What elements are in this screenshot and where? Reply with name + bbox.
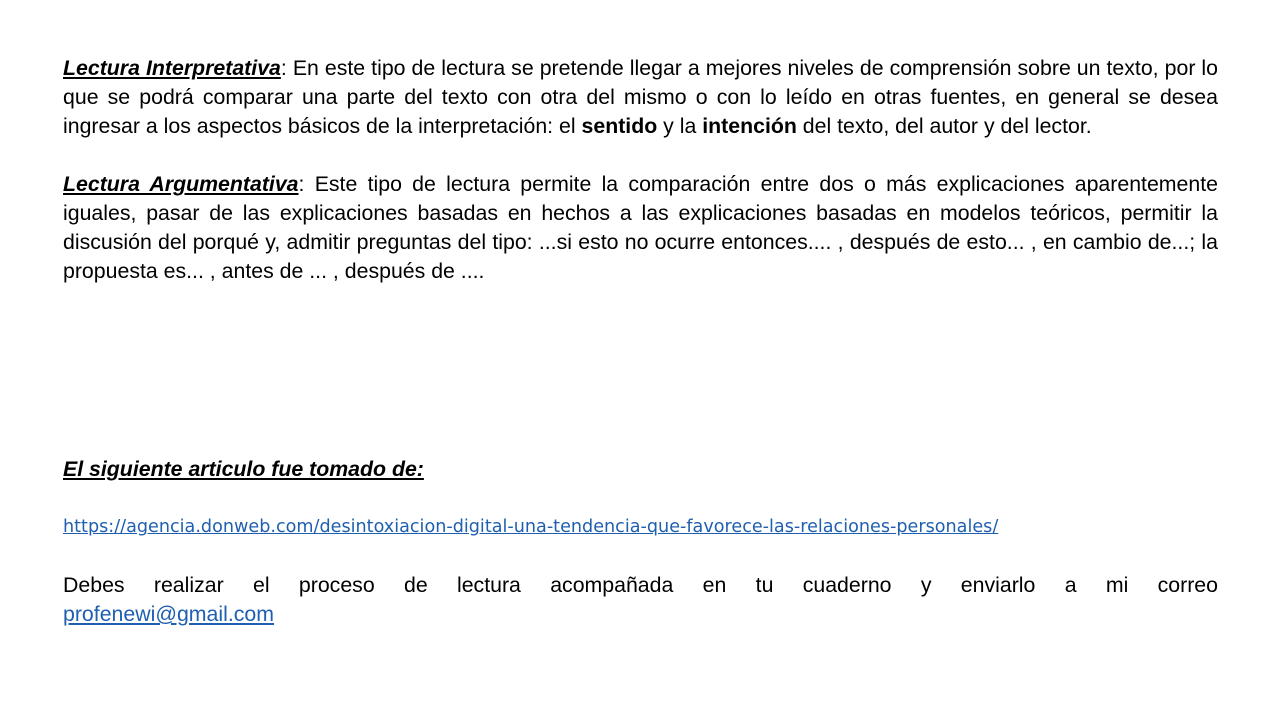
bold-intencion: intención bbox=[702, 114, 797, 138]
paragraph-interpretativa-text-c: del texto, del autor y del lector. bbox=[796, 114, 1092, 138]
paragraph-argumentativa bbox=[63, 170, 1218, 286]
paragraph-interpretativa-text-a: : En este tipo de lectura se pretende llegar a mejores niveles de comprensión sobre un texto, por lo que se podrá comparar una parte del texto con otra del mismo o con lo leído en otras fuentes, en general se desea ingresar a los aspectos básicos de la interpretación: el bbox=[63, 56, 1219, 138]
bold-sentido: sentido bbox=[581, 114, 658, 138]
source-heading: El siguiente articulo fue tomado de: bbox=[63, 457, 424, 481]
email-link[interactable]: profenewi@gmail.com bbox=[63, 602, 275, 626]
paragraph-interpretativa bbox=[63, 54, 1218, 141]
term-interpretativa: Lectura Interpretativa bbox=[63, 56, 281, 80]
instruction-paragraph bbox=[63, 571, 1218, 629]
source-url-link[interactable]: https://agencia.donweb.com/desintoxiacion-digital-una-tendencia-que-favorece-las-relaciones-personales/ bbox=[63, 517, 999, 537]
slide-content bbox=[63, 54, 1219, 626]
term-argumentativa: Lectura Argumentativa bbox=[63, 172, 299, 196]
paragraph-interpretativa-text-b: y la bbox=[657, 114, 703, 138]
paragraph-argumentativa-text: : Este tipo de lectura permite la comparación entre dos o más explicaciones aparentemente iguales, pasar de las explicaciones basadas en hechos a las explicaciones basadas en modelos teóricos, permitir la discusión del porqué y, admitir preguntas del tipo: ...si esto no ocurre entonces.... , después de esto... , en cambio de...; la propuesta es... , antes de ... , después de .... bbox=[63, 172, 1218, 283]
instruction-text: Debes realizar el proceso de lectura acompañada en tu cuaderno y enviarlo a mi correo bbox=[63, 573, 1218, 597]
